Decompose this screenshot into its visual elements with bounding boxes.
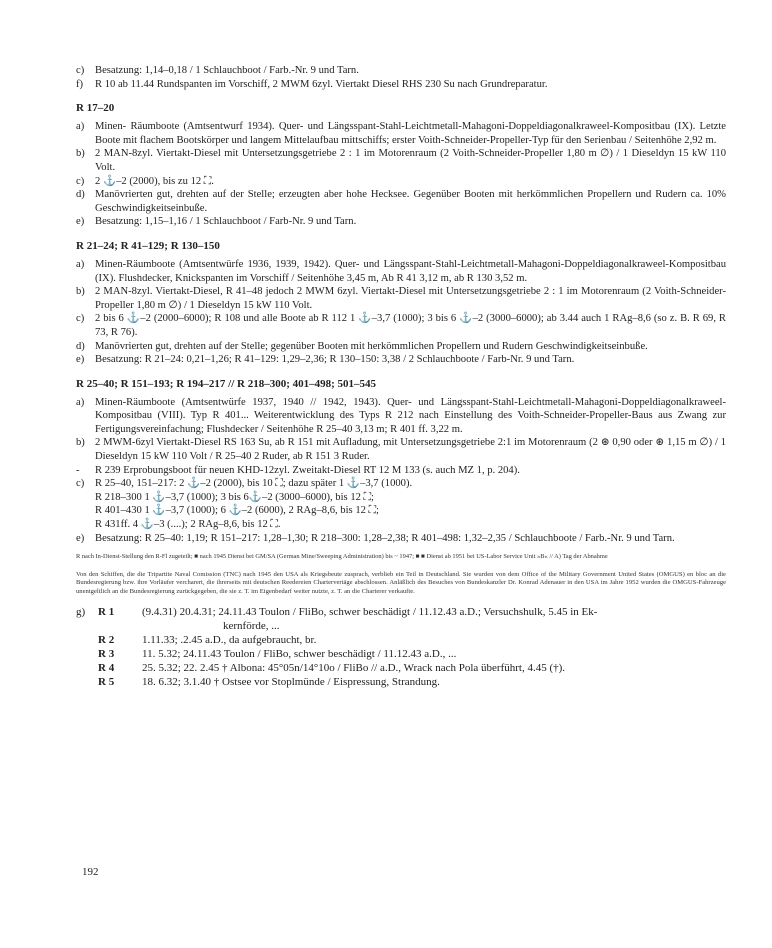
entry-label: c) — [76, 313, 85, 325]
list-item-continuation: kernförde, ... — [223, 620, 280, 633]
entry-c-line3 — [76, 504, 726, 518]
entry-label: e) — [76, 216, 85, 228]
entry-text: Besatzung: R 25–40: 1,19; R 151–217: 1,28–1,30; R 218–300: 1,28–2,38; R 401–498: 1,32–2,35 / Schlauchboote / Farb.-Nr. 9 und Tarn. — [95, 532, 675, 544]
entry-label: f) — [76, 78, 84, 90]
entry-text: R 401–430 1 ⚓–3,7 (1000); 6 ⚓–2 (6000), 2 RAg–8,6, bis 12 ⛶; — [95, 505, 379, 517]
section-heading-r21: R 21–24; R 41–129; R 130–150 — [76, 239, 220, 252]
entry-text: Manövrierten gut, drehten auf der Stelle; gegenüber Booten mit herkömmlichen Propellern und Rudern Geschwindigkeitseinbuße. — [95, 340, 648, 352]
footnote-paragraph: Von den Schiffen, die die Tripartite Naval Comission (TNC) nach 1945 den USA als Kriegsbeute zusprach, verblieb ein Teil in Deutschland. Sie wurden von dem Office of the Military Government United States (OMGUS) en bloc an die Bundesregierung bzw. ihre Vorläufer vercharert, die ihrerseits mit deutschen Reedereien Chartervertäge abschlossen. Anläßlich des Besuches von Bundeskanzler Dr. Konrad Adenauer in den USA im Jahre 1952 wurden die OMGUS-Fahrzeuge unentgeltlich an die Bundesregierung zurückgegeben, die sie z. T. im Eigenbedarf weiter nutzte, z. T. an die Charterer verkaufte. — [76, 570, 726, 595]
entry-label: c) — [76, 65, 85, 76]
entry-a — [76, 396, 726, 437]
document-page — [76, 64, 726, 689]
entry-label: c) — [76, 478, 85, 490]
entry-text: 2 ⚓–2 (2000), bis zu 12 ⛶. — [95, 175, 214, 187]
entry-text: Manövrierten gut, drehten auf der Stelle; erzeugten aber hohe Hecksee. Gegenüber Booten mit herkömmlichen Propellern und Rudern ca. 10% Geschwindigkeitseinbuße. — [95, 189, 726, 214]
entry-d — [76, 340, 726, 354]
section-heading-r25: R 25–40; R 151–193; R 194–217 // R 218–300; 401–498; 501–545 — [76, 377, 377, 390]
page-number: 192 — [82, 866, 99, 878]
entry-a — [76, 120, 726, 147]
entry-label: c) — [76, 175, 85, 187]
boat-history: 1.11.33; .2.45 a.D., da aufgebraucht, br. — [142, 634, 317, 647]
boat-history: 18. 6.32; 3.1.40 † Ostsee vor Stoplmünde / Eispressung, Strandung. — [142, 676, 440, 689]
boat-history: (9.4.31) 20.4.31; 24.11.43 Toulon / FliBo, schwer beschädigt / 11.12.43 a.D.; Versuchshulk, 5.45 in Ek- — [142, 606, 598, 619]
section-heading-r17: R 17–20 — [76, 102, 115, 115]
entry-text: Besatzung: 1,14–0,18 / 1 Schlauchboot / Farb.-Nr. 9 und Tarn. — [95, 65, 359, 76]
boat-history: 11. 5.32; 24.11.43 Toulon / FliBo, schwer beschädigt / 11.12.43 a.D., ... — [142, 648, 457, 661]
entry-label: g) — [76, 606, 86, 619]
entry-text: R 10 ab 11.44 Rundspanten im Vorschiff, 2 MWM 6zyl. Viertakt Diesel RHS 230 Su nach Grundreparatur. — [95, 78, 548, 90]
list-item — [76, 661, 726, 675]
entry-label: e) — [76, 354, 85, 366]
entry-label: b) — [76, 437, 85, 449]
footnote-legend: R nach In-Dienst-Stellung den R-Fl zugeteilt; ■ nach 1945 Dienst bei GM/SA (German Mine/Sweeping Administration) bis ~ 1947; ■ ■ Dienst ab 1951 bei US-Labor Service Unit »B« // A) Tag der Abnahme — [76, 553, 608, 561]
boat-name: R 3 — [98, 648, 115, 661]
entry-c — [76, 175, 726, 189]
entry-c-line4 — [76, 518, 726, 532]
entry-text: Minen-Räumboote (Amtsentwürfe 1937, 1940 // 1942, 1943). Quer- und Längsspant-Stahl-Leichtmetall-Mahagoni-Doppeldiagonalkraweel-Kompositbau (VIII). Typ R 401... Weiterentwicklung des Typs R 212 nach Einstellung des Voith-Schneider-Propeller-Baus aus Zwang zur Fertigungsvereinfachung; Flushdecker / Seitenhöhe R 25–40 3,13 m; R 401 ff. 3,22 m. — [95, 396, 726, 435]
entry-a — [76, 258, 726, 285]
entry-text: 2 MWM-6zyl Viertakt-Diesel RS 163 Su, ab R 151 mit Aufladung, mit Untersetzungsgetriebe 2:1 im Motorenraum (2 ⊛ 0,90 oder ⊛ 1,15 m ∅) / 1 Dieseldyn 15 kW 110 Volt / R 25–40 2 Ruder, ab R 151 3 Ruder. — [95, 437, 726, 463]
entry-text: Minen- Räumboote (Amtsentwurf 1934). Quer- und Längsspant-Stahl-Leichtmetall-Mahagoni-Doppeldiagonalkraweel-Kompositbau (IX). Letzte Boote mit flachem Bootskörper und langem Mittelaufbau mittschiffs; erster Voith-Schneider-Propeller-Typ für den Serienbau / Seitenhöhe 2,92 m. — [95, 121, 726, 146]
entry-label: - — [76, 464, 80, 476]
boat-name: R 4 — [98, 662, 115, 675]
entry-text: 2 MAN-8zyl. Viertakt-Diesel, R 41–48 jedoch 2 MWM 6zyl. Viertakt-Diesel mit Untersetzungsgetriebe 2 : 1 im Motorenraum (2 Voith-Schneider-Propeller 1,80 m ∅) / 1 Dieseldyn 15 kW 110 Volt. — [95, 286, 726, 311]
entry-text: R 431ff. 4 ⚓–3 (....); 2 RAg–8,6, bis 12 ⛶. — [95, 519, 281, 531]
entry-label: a) — [76, 258, 85, 270]
list-item — [76, 675, 726, 689]
entry-text: 2 bis 6 ⚓–2 (2000–6000); R 108 und alle Boote ab R 112 1 ⚓–3,7 (1000); 3 bis 6 ⚓–2 (3000–6000); ab 3.44 auch 1 RAg–8,6 (so z. B. R 69, R 73, R 76). — [95, 313, 726, 338]
entry-text: Besatzung: 1,15–1,16 / 1 Schlauchboot / Farb-Nr. 9 und Tarn. — [95, 216, 357, 228]
entry-e — [76, 353, 726, 367]
entry-label: e) — [76, 532, 85, 544]
entry-text: 2 MAN-8zyl. Viertakt-Diesel mit Untersetzungsgetriebe 2 : 1 im Motorenraum (2 Voith-Schneider-Propeller 1,80 m ∅) / 1 Dieseldyn 15 kW 110 Volt. — [95, 148, 726, 173]
list-item — [76, 647, 726, 661]
boat-name: R 1 — [98, 606, 115, 619]
entry-text: R 218–300 1 ⚓–3,7 (1000); 3 bis 6⚓–2 (3000–6000), bis 12 ⛶; — [95, 491, 374, 503]
entry-label: b) — [76, 286, 85, 298]
entry-c — [76, 477, 726, 491]
entry-text: R 25–40, 151–217: 2 ⚓–2 (2000), bis 10 ⛶; dazu später 1 ⚓–3,7 (1000). — [95, 478, 413, 490]
entry-b — [76, 147, 726, 174]
boat-history-list — [76, 605, 726, 689]
entry-b — [76, 285, 726, 312]
entry-d — [76, 188, 726, 215]
entry-text: Besatzung: R 21–24: 0,21–1,26; R 41–129: 1,29–2,36; R 130–150: 3,38 / 2 Schlauchboote / Farb-Nr. 9 und Tarn. — [95, 354, 575, 366]
entry-label: b) — [76, 148, 85, 160]
entry-b2 — [76, 464, 726, 478]
entry-f-top — [76, 78, 726, 92]
entry-label: a) — [76, 396, 85, 408]
list-item — [76, 605, 726, 619]
entry-c — [76, 312, 726, 339]
list-item — [76, 633, 726, 647]
boat-name: R 2 — [98, 634, 115, 647]
boat-history: 25. 5.32; 22. 2.45 † Albona: 45°05n/14°10o / FliBo // a.D., Wrack nach Pola überführt, 4.45 (†). — [142, 662, 566, 675]
entry-c-top — [76, 64, 726, 78]
entry-text: Minen-Räumboote (Amtsentwürfe 1936, 1939, 1942). Quer- und Längsspant-Stahl-Leichtmetall-Mahagoni-Doppeldiagonalkraweel-Kompositbau (IX). Flushdecker, Knickspanten im Vorschiff / Seitenhöhe 3,45 m, Ab R 41 3,12 m, ab R 130 3,52 m. — [95, 258, 726, 284]
entry-text: R 239 Erprobungsboot für neuen KHD-12zyl. Zweitakt-Diesel RT 12 M 133 (s. auch MZ 1, p. 204). — [95, 464, 520, 476]
entry-label: a) — [76, 121, 85, 133]
boat-name: R 5 — [98, 676, 115, 689]
entry-label: d) — [76, 340, 85, 352]
entry-label: d) — [76, 189, 85, 201]
entry-e — [76, 532, 726, 546]
entry-b — [76, 436, 726, 463]
entry-e — [76, 215, 726, 229]
entry-c-line2 — [76, 491, 726, 505]
